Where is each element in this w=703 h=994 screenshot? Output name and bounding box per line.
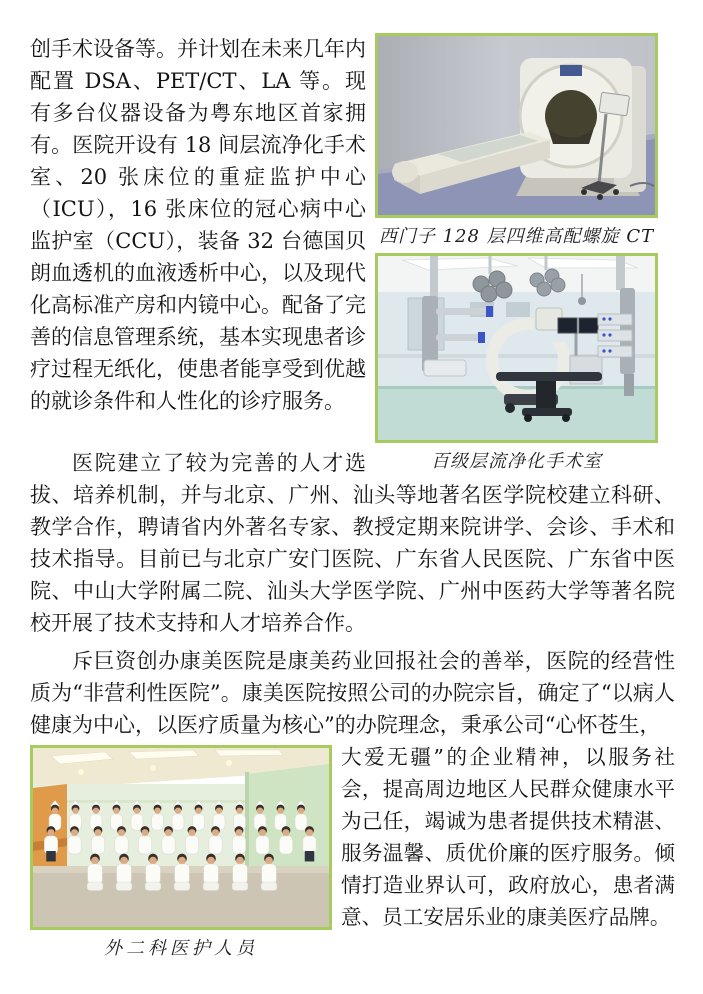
paragraph-talent-program: 医院建立了较为完善的人才选拔、培养机制，并与北京、广州、汕头等地著名医学院校建立科研、教学合作，聘请省内外著名专家、教授定期来院讲学、会诊、手术和技术指导。目前已与北京广安门医院、广东省人民医院、广东省中医院、中山大学附属二院、汕头大学医学院、广州中医药大学等著名院校开展了技术支持和人才培养合作。: [30, 451, 675, 635]
figure-caption-staff-group: 外二科医护人员: [104, 938, 258, 959]
figure-operating-room: [375, 253, 658, 475]
staff-group-illustration: [33, 748, 329, 927]
figure-staff-group: [30, 745, 332, 962]
ct-scanner-illustration: [378, 36, 655, 215]
operating-room-illustration: [378, 256, 655, 440]
right-figure-column: [375, 33, 658, 475]
operating-room-photo: [375, 253, 658, 443]
figure-caption-ct: 西门子 128 层四维高配螺旋 CT: [378, 226, 655, 247]
figure-caption-operating-room: 百级层流净化手术室: [431, 451, 602, 472]
paragraph-mission-start: 斥巨资创办康美医院是康美药业回报社会的善举，医院的经营性质为“非营利性医院”。康美医院按照公司的办院宗旨，确定了“以病人健康为中心，以医疗质量为核心”的办院理念，秉承公司“心怀苍生，: [30, 649, 675, 737]
ct-scanner-photo: [375, 33, 658, 218]
staff-group-photo: [30, 745, 332, 930]
paragraph-equipment: 创手术设备等。并计划在未来几年内配置 DSA、PET/CT、LA 等。现有多台仪器设备为粤东地区首家拥有。医院开设有 18 间层流净化手术室、20 张床位的重症监护中心（ICU），16 张床位的冠心病中心监护室（CCU），装备 32 台德国贝朗血透机的血液透析中心，以及现代化高标准产房和内镜中心。配备了完善的信息管理系统，基本实现患者诊疗过程无纸化，使患者能享受到优越的就诊条件和人性化的诊疗服务。: [30, 37, 366, 413]
figure-ct-scanner: [375, 33, 658, 250]
paragraph-mission-wrap: 大爱无疆”的企业精神，以服务社会，提高周边地区人民群众健康水平为己任，竭诚为患者提供技术精湛、服务温馨、质优价廉的医疗服务。倾情打造业界认可，政府放心，患者满意、员工安居乐业的康美医疗品牌。: [341, 745, 675, 929]
